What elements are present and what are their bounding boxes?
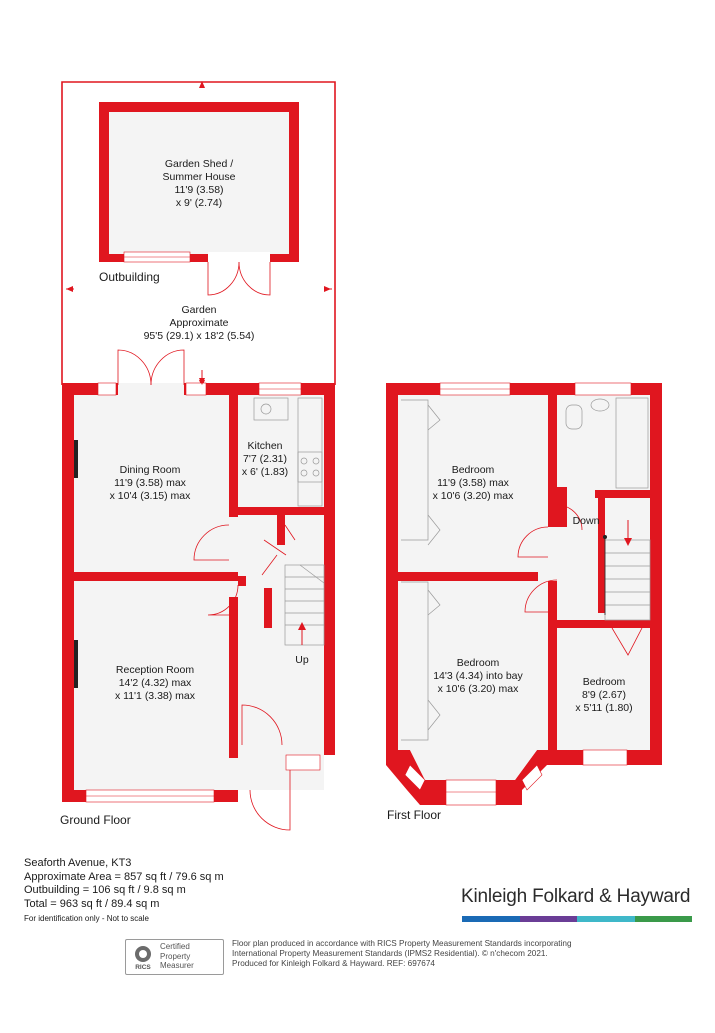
brand-bar-blue — [462, 916, 520, 922]
dining-dim-1: 11'9 (3.58) max — [114, 477, 186, 489]
property-info — [24, 857, 224, 926]
disclaimer-line-2: International Property Measurement Standards (IPMS2 Residential). © n'checom 2021. — [232, 949, 548, 959]
bedroom1-dim-2: x 10'6 (3.20) max — [432, 490, 514, 502]
outbuilding-area: Outbuilding = 106 sq ft / 9.8 sq m — [24, 884, 186, 896]
reception-dim-1: 14'2 (4.32) max — [118, 677, 192, 689]
brand-bar-teal — [577, 916, 635, 922]
brand-color-bar — [462, 916, 692, 922]
scale-note: For identification only - Not to scale — [24, 914, 149, 923]
shed-dim-1: 11'9 (3.58) — [174, 184, 224, 196]
rics-line-3: Measurer — [160, 961, 194, 970]
brand-bar-green — [635, 916, 693, 922]
dining-dim-2: x 10'4 (3.15) max — [109, 490, 191, 502]
kitchen-dim-2: x 6' (1.83) — [241, 466, 289, 478]
dining-name: Dining Room — [119, 464, 181, 476]
rics-badge — [125, 939, 224, 975]
stairs-down-label: Down — [572, 515, 600, 527]
rics-logo-text: RICS — [135, 964, 151, 970]
reception-dim-2: x 11'1 (3.38) max — [114, 690, 196, 702]
bedroom3-dim-1: 8'9 (2.67) — [581, 689, 627, 701]
brand-bar-purple — [520, 916, 578, 922]
garden-name: Garden — [181, 304, 217, 316]
bedroom2-name: Bedroom — [456, 657, 500, 669]
garden-dims: 95'5 (29.1) x 18'2 (5.54) — [143, 330, 255, 342]
approx-area: Approximate Area = 857 sq ft / 79.6 sq m — [24, 870, 224, 883]
agent-brand-name: Kinleigh Folkard & Hayward — [461, 886, 691, 907]
shed-name-2: Summer House — [162, 171, 236, 183]
bedroom2-dim-1: 14'3 (4.34) into bay — [433, 670, 523, 682]
shed-name: Garden Shed / — [164, 158, 234, 170]
garden-sub: Approximate — [169, 317, 229, 329]
first-floor-label: First Floor — [387, 808, 441, 822]
shed-dim-2: x 9' (2.74) — [175, 197, 223, 209]
reception-name: Reception Room — [115, 664, 195, 676]
disclaimer — [232, 939, 612, 970]
first-floor-plan — [386, 383, 662, 805]
rics-line-1: Certified — [160, 942, 190, 951]
address: Seaforth Avenue, KT3 — [24, 857, 132, 869]
bedroom1-dim-1: 11'9 (3.58) max — [437, 477, 509, 489]
rics-label — [160, 942, 194, 971]
kitchen-name: Kitchen — [247, 440, 283, 452]
outbuilding-heading: Outbuilding — [99, 270, 160, 284]
bedroom3-name: Bedroom — [582, 676, 626, 688]
bedroom3-dim-2: x 5'11 (1.80) — [575, 702, 633, 714]
kitchen-dim-1: 7'7 (2.31) — [242, 453, 288, 465]
bedroom2-dim-2: x 10'6 (3.20) max — [437, 683, 519, 695]
rics-logo-icon — [130, 944, 156, 970]
disclaimer-line-1: Floor plan produced in accordance with RICS Property Measurement Standards incorporating — [232, 939, 572, 948]
bedroom1-name: Bedroom — [451, 464, 495, 476]
total-area: Total = 963 sq ft / 89.4 sq m — [24, 897, 160, 910]
disclaimer-line-3: Produced for Kinleigh Folkard & Hayward. REF: 697674 — [232, 959, 435, 969]
rics-line-2: Property — [160, 951, 191, 961]
ground-floor-label: Ground Floor — [60, 813, 131, 827]
ground-floor-plan — [62, 350, 335, 830]
stairs-up-label: Up — [295, 654, 309, 666]
